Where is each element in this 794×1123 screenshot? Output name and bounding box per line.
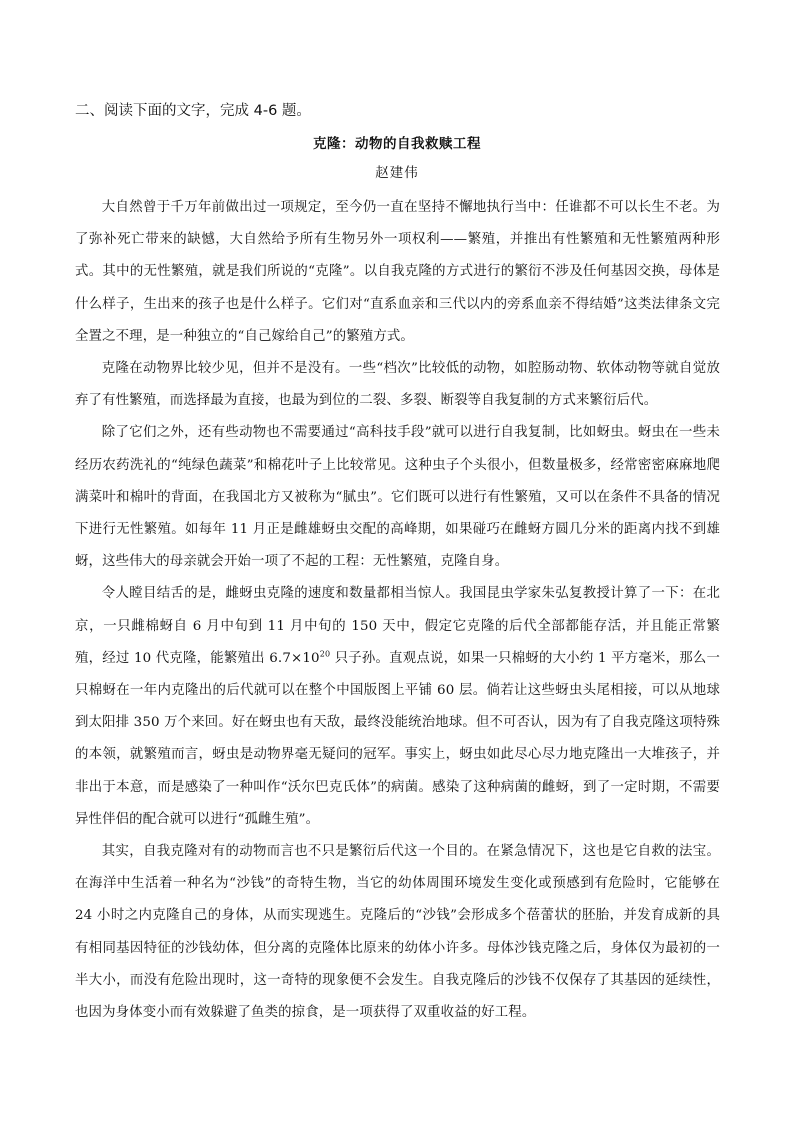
section-heading: 二、阅读下面的文字，完成 4-6 题。 <box>75 103 311 119</box>
paragraph-4-after: 只子孙。直观点说，如果一只棉蚜的大小约 1 平方毫米，那么一只棉蚜在一年内克隆出的后代就可以在整个中国版图上平铺 60 层。倘若让这些蚜虫头尾相接，可以从地球到太阳排 350 万个来回。好在蚜虫也有天敌，最终没能统治地球。但不可否认，因为有了自我克隆这项特殊的本领，就繁殖而言，蚜虫是动物界毫无疑问的冠军。事实上，蚜虫如此尽心尽力地克隆出一大堆孩子，并非出于本意，而是感染了一种叫作“沃尔巴克氏体”的病菌。感染了这种病菌的雌蚜，到了一定时期，不需要异性伴侣的配合就可以进行“孤雌生殖”。 <box>75 650 721 827</box>
paragraph-4 <box>75 578 720 836</box>
exponent: 20 <box>319 649 331 659</box>
paragraph-4-before: 令人瞠目结舌的是，雌蚜虫克隆的速度和数量都相当惊人。我国昆虫学家朱弘复教授计算了一下：在北京，一只雌棉蚜自 6 月中旬到 11 月中旬的 150 天中，假定它克隆的后代全部都能存活，并且能正常繁殖，经过 10 代克隆，能繁殖出 6.7×10 <box>75 586 720 666</box>
paragraph-5: 其实，自我克隆对有的动物而言也不只是繁衍后代这一个目的。在紧急情况下，这也是它自救的法宝。在海洋中生活着一种名为“沙钱”的奇特生物，当它的幼体周围环境发生变化或预感到有危险时，它能够在 24 小时之内克隆自己的身体，从而实现逃生。克隆后的“沙钱”会形成多个蓓蕾状的胚胎，并发育成新的具有相同基因特征的沙钱幼体，但分离的克隆体比原来的幼体小许多。母体沙钱克隆之后，身体仅为最初的一半大小，而没有危险出现时，这一奇特的现象便不会发生。自我克隆后的沙钱不仅保存了其基因的延续性，也因为身体变小而有效躲避了鱼类的掠食，是一项获得了双重收益的好工程。 <box>75 844 720 1021</box>
article-title: 克隆：动物的自我救赎工程 <box>313 136 481 152</box>
paragraph-1: 大自然曾于千万年前做出过一项规定，至今仍一直在坚持不懈地执行当中：任谁都不可以长生不老。为了弥补死亡带来的缺憾，大自然给予所有生物另外一项权利——繁殖，并推出有性繁殖和无性繁殖两种形式。其中的无性繁殖，就是我们所说的“克隆”。以自我克隆的方式进行的繁衍不涉及任何基因交换，母体是什么样子，生出来的孩子也是什么样子。它们对“直系血亲和三代以内的旁系血亲不得结婚”这类法律条文完全置之不理，是一种独立的“自己嫁给自己”的繁殖方式。 <box>75 200 720 344</box>
article-author: 赵建伟 <box>375 165 419 181</box>
paragraph-3: 除了它们之外，还有些动物也不需要通过“高科技手段”就可以进行自我复制，比如蚜虫。蚜虫在一些未经历农药洗礼的“纯绿色蔬菜”和棉花叶子上比较常见。这种虫子个头很小，但数量极多，经常密密麻麻地爬满菜叶和棉叶的背面，在我国北方又被称为“腻虫”。它们既可以进行有性繁殖，又可以在条件不具备的情况下进行无性繁殖。如每年 11 月正是雌雄蚜虫交配的高峰期，如果碰巧在雌蚜方圆几分米的距离内找不到雄蚜，这些伟大的母亲就会开始一项了不起的工程：无性繁殖，克隆自身。 <box>75 425 720 570</box>
article-body <box>75 192 720 1029</box>
paragraph-2: 克隆在动物界比较少见，但并不是没有。一些“档次”比较低的动物，如腔肠动物、软体动物等就自觉放弃了有性繁殖，而选择最为直接，也最为到位的二裂、多裂、断裂等自我复制的方式来繁衍后代。 <box>75 361 720 409</box>
